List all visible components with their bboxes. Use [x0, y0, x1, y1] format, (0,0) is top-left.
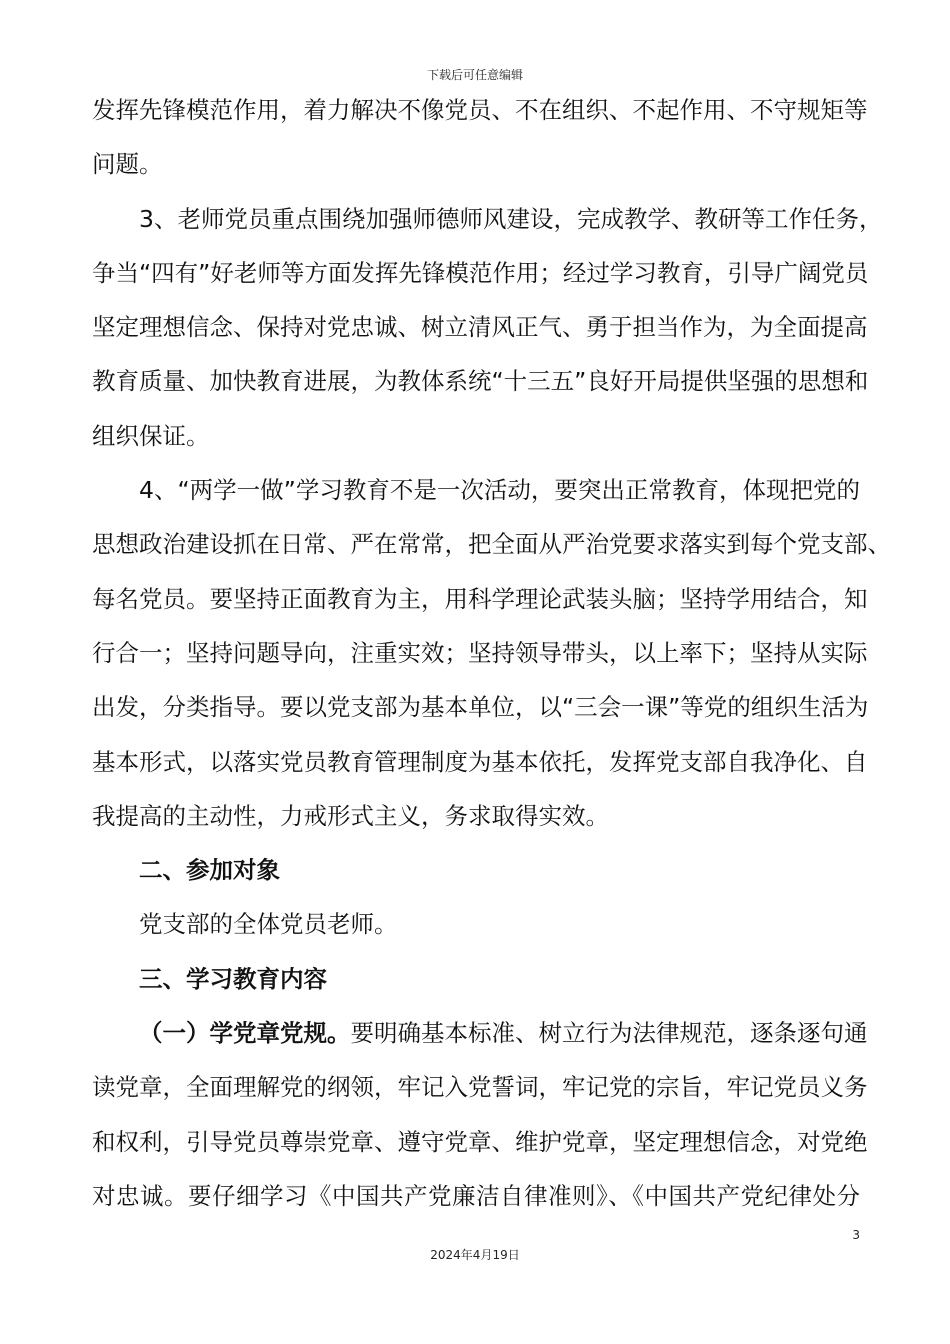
text-line: 每名党员。要坚持正面教育为主，用科学理论武装头脑；坚持学用结合，知	[92, 584, 868, 613]
text-line: 党支部的全体党员老师。	[139, 910, 398, 939]
text-line: 读党章，全面理解党的纲领，牢记入党誓词，牢记党的宗旨，牢记党员义务	[92, 1073, 868, 1102]
text-line: 思想政治建设抓在日常、严在常常，把全面从严治党要求落实到每个党支部、	[92, 530, 891, 559]
text-line: 对忠诚。要仔细学习《中国共产党廉洁自律准则》、《中国共产党纪律处分	[92, 1181, 860, 1210]
paragraph-4-start: 4、“两学一做”学习教育不是一次活动，要突出正常教育，体现把党的	[139, 476, 860, 505]
subsection-party-rules	[92, 1006, 868, 1060]
text-line: 教育质量、加快教育进展，为教体系统“十三五”良好开局提供坚强的思想和	[92, 367, 869, 396]
subsection-text: 要明确基本标准、树立行为法律规范，逐条逐句通	[350, 1019, 868, 1048]
page-number: 3	[852, 1228, 860, 1242]
page-header: 下载后可任意编辑	[426, 68, 523, 82]
text-line: 我提高的主动性，力戒形式主义，务求取得实效。	[92, 801, 609, 830]
text-line: 争当“四有”好老师等方面发挥先锋模范作用；经过学习教育，引导广阔党员	[92, 258, 869, 287]
text-line: 坚定理想信念、保持对党忠诚、树立清风正气、勇于担当作为，为全面提高	[92, 313, 868, 342]
text-line: 和权利，引导党员尊崇党章、遵守党章、维护党章，坚定理想信念，对党绝	[92, 1127, 868, 1156]
text-line: 组织保证。	[92, 421, 210, 450]
section-heading-content: 三、学习教育内容	[139, 964, 327, 993]
subsection-lead: （一）学党章党规。	[139, 1019, 351, 1048]
section-heading-participants: 二、参加对象	[139, 856, 280, 885]
text-line: 基本形式，以落实党员教育管理制度为基本依托，发挥党支部自我净化、自	[92, 747, 868, 776]
footer-date: 2024年4月19日	[430, 1248, 520, 1262]
document-body	[92, 83, 891, 1223]
text-line: 问题。	[92, 150, 163, 179]
paragraph-3-start: 3、老师党员重点围绕加强师德师风建设，完成教学、教研等工作任务，	[139, 204, 883, 233]
text-line: 出发，分类指导。要以党支部为基本单位，以“三会一课”等党的组织生活为	[92, 693, 869, 722]
text-line: 行合一；坚持问题导向，注重实效；坚持领导带头，以上率下；坚持从实际	[92, 638, 868, 667]
text-line: 发挥先锋模范作用，着力解决不像党员、不在组织、不起作用、不守规矩等	[92, 96, 868, 124]
